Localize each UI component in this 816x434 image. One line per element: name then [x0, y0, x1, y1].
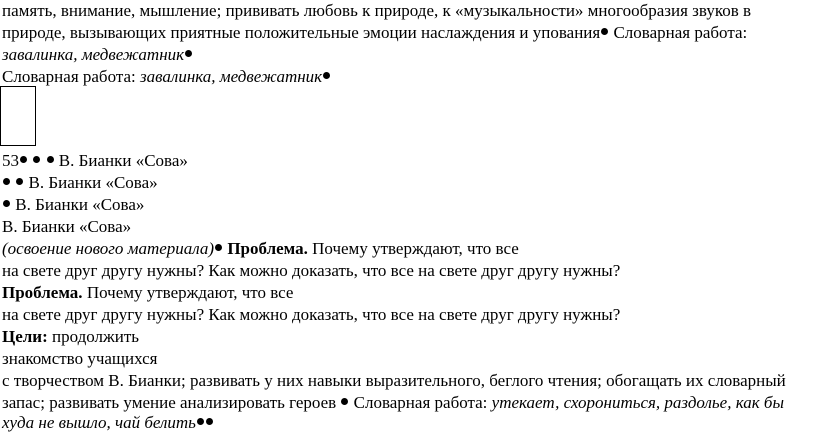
- bullet-icon: [206, 418, 213, 425]
- line-text: на свете друг другу нужны? Как можно доказать, что все на свете друг другу нужны?: [2, 305, 621, 324]
- bullet-icon: [215, 244, 222, 251]
- page-number: 53: [2, 151, 19, 170]
- text-line-6: [2, 172, 158, 194]
- line-text: память, внимание, мышление; прививать любовь к природе, к «музыкальности» многообразия звуков в: [2, 1, 752, 20]
- bullet-icon: [20, 156, 27, 163]
- vocabulary-words: завалинка, медвежатник: [140, 67, 323, 86]
- vocabulary-words: завалинка, медвежатник: [2, 45, 185, 64]
- empty-frame: [0, 86, 36, 146]
- text-line-10: [2, 260, 620, 282]
- line-text: Словарная работа:: [2, 67, 141, 86]
- bullet-icon: [3, 178, 10, 185]
- line-text: с творчеством В. Бианки; развивать у них навыки выразительного, беглого чтения; обогащать их словарный: [2, 371, 786, 390]
- line-text: В. Бианки «Сова»: [54, 151, 188, 170]
- line-text: В. Бианки «Сова»: [2, 217, 132, 236]
- bullet-icon: [33, 156, 40, 163]
- text-line-12: [2, 304, 620, 326]
- line-text: Почему утверждают, что все: [82, 283, 294, 302]
- text-line-11: [2, 282, 293, 304]
- line-text: В. Бианки «Сова»: [11, 195, 145, 214]
- bullet-icon: [16, 178, 23, 185]
- text-line-3: [2, 44, 193, 66]
- line-text: Словарная работа:: [349, 393, 492, 412]
- text-line-13: [2, 326, 139, 348]
- text-line-7: [2, 194, 144, 216]
- line-text: знакомство учащихся: [2, 349, 158, 368]
- text-line-17: [2, 412, 214, 434]
- text-line-5: [2, 150, 188, 172]
- vocabulary-words: худа не вышло, чай белить: [2, 413, 196, 432]
- line-text: природе, вызывающих приятные положительные эмоции наслаждения и упования: [2, 23, 601, 42]
- problem-heading: Проблема.: [2, 283, 83, 302]
- line-text: Словарная работа:: [609, 23, 748, 42]
- line-text: Почему утверждают, что все: [307, 239, 519, 258]
- text-line-9: [2, 238, 519, 260]
- lesson-type: (освоение нового материала): [2, 239, 215, 258]
- text-line-16: [2, 392, 784, 414]
- bullet-icon: [197, 418, 204, 425]
- bullet-icon: [47, 156, 54, 163]
- text-line-1: [2, 0, 751, 22]
- bullet-icon: [341, 398, 348, 405]
- line-text: запас; развивать умение анализировать героев: [2, 393, 341, 412]
- text-line-8: [2, 216, 131, 238]
- bullet-icon: [323, 72, 330, 79]
- goals-heading: Цели:: [2, 327, 48, 346]
- bullet-icon: [3, 200, 10, 207]
- line-text: продолжить: [47, 327, 140, 346]
- text-line-4: [2, 66, 331, 88]
- bullet-icon: [601, 28, 608, 35]
- line-text: В. Бианки «Сова»: [24, 173, 158, 192]
- text-line-15: [2, 370, 786, 392]
- text-line-14: [2, 348, 157, 370]
- problem-heading: Проблема.: [223, 239, 308, 258]
- vocabulary-words: утекает, схорониться, раздолье, как бы: [491, 393, 784, 412]
- line-text: на свете друг другу нужны? Как можно доказать, что все на свете друг другу нужны?: [2, 261, 621, 280]
- bullet-icon: [185, 50, 192, 57]
- text-line-2: [2, 22, 747, 44]
